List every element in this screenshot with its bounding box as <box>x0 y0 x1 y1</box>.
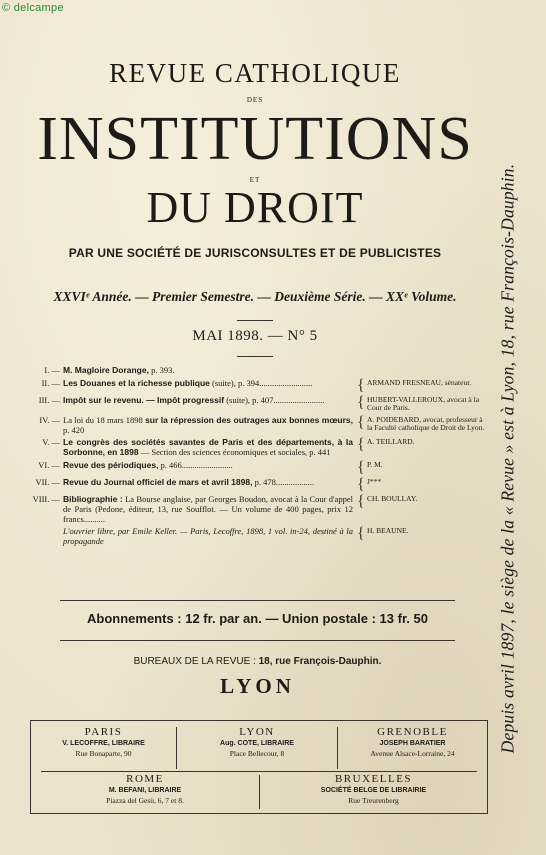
title-et: ET <box>249 176 261 184</box>
subtitle: PAR UNE SOCIÉTÉ DE JURISCONSULTES ET DE PUBLICISTES <box>68 246 442 260</box>
brace: { <box>357 393 365 411</box>
brace: { <box>357 492 365 510</box>
divider <box>237 320 273 321</box>
toc-entry: I. — M. Magloire Dorange, p. 393. <box>44 365 175 375</box>
toc-author: A. POIDEBARD, avocat, professeur à la Faculté catholique de Droit de Lyon. <box>367 414 485 433</box>
issue-number: MAI 1898. — N° 5 <box>192 328 318 344</box>
divider <box>60 640 455 641</box>
brace: { <box>357 413 365 431</box>
depot-paris: PARIS V. LECOFFRE, LIBRAIRE Rue Bonaparte, 90 <box>62 726 145 758</box>
brace: { <box>357 458 365 476</box>
title-line-3: DU DROIT <box>146 183 364 232</box>
toc-author: P. M. <box>367 459 383 469</box>
divider <box>60 600 455 601</box>
city-main: LYON <box>220 674 295 698</box>
toc-author: J*** <box>367 476 382 486</box>
depot-lyon: LYON Aug. COTE, LIBRAIRE Place Bellecour, 8 <box>220 726 294 758</box>
toc-entry: V. — Le congrès des sociétés savantes de Paris et des départements, à la Sorbonne, en 1898 — Section des sciences économiques et sociales, p. 441 { A. TEILLARD. <box>30 438 485 458</box>
office-address: BUREAUX DE LA REVUE : 18, rue François-Dauphin. <box>133 656 382 667</box>
depots-box <box>30 720 488 814</box>
toc-entry: VI. — Revue des périodiques, p. 466........................ { P. M. <box>30 461 485 475</box>
divider <box>41 771 477 772</box>
brace: { <box>357 525 365 543</box>
divider <box>237 356 273 357</box>
brace: { <box>357 376 365 394</box>
table-of-contents <box>30 366 485 550</box>
toc-entry: IV. — La loi du 18 mars 1898 sur la répression des outrages aux bonnes mœurs, p. 420 { A. POIDEBARD, avocat, professeur à la Faculté catholique de Droit de Lyon. <box>30 416 485 436</box>
toc-author: A. TEILLARD. <box>367 437 415 447</box>
watermark: © delcampe <box>2 2 64 14</box>
depot-rome: ROME M. BEFANI, LIBRAIRE Piazza del Gesù, 6, 7 et 8. <box>106 773 184 805</box>
toc-entry: L'ouvrier libre, par Emile Keller. — Paris, Lecoffre, 1898, 1 vol. in-24, destiné à la propagande { H. BEAUNE. <box>30 527 485 547</box>
subscription-info: Abonnements : 12 fr. par an. — Union postale : 13 fr. 50 <box>87 611 428 626</box>
depot-bruxelles: BRUXELLES SOCIÉTÉ BELGE DE LIBRAIRIE Rue Treurenberg <box>320 773 427 805</box>
side-note: Depuis avril 1897, le siège de la « Revue » est à Lyon, 18, rue François-Dauphin. <box>497 163 518 754</box>
series-info: XXVIᵉ Année. — Premier Semestre. — Deuxième Série. — XXᵉ Volume. <box>53 289 457 304</box>
title-line-1: REVUE CATHOLIQUE <box>109 58 401 88</box>
toc-entry: III. — Impôt sur le revenu. — Impôt progressif (suite), p. 407........................ { HUBERT-VALLEROUX, avocat à la Cour de Paris. <box>30 396 485 413</box>
brace: { <box>357 436 365 454</box>
title-des: DES <box>246 96 264 104</box>
toc-entry: VII. — Revue du Journal officiel de mars et avril 1898, p. 478.................. { J*** <box>30 478 485 492</box>
toc-entry: II. — Les Douanes et la richesse publique (suite), p. 394......................... { ARMAND FRESNEAU, sénateur. <box>30 379 485 393</box>
toc-author: H. BEAUNE. <box>367 526 409 536</box>
toc-author: ARMAND FRESNEAU, sénateur. <box>367 377 472 387</box>
depot-grenoble: GRENOBLE JOSEPH BARATIER Avenue Alsace-Lorraine, 24 <box>370 726 455 758</box>
toc-author: HUBERT-VALLEROUX, avocat à la Cour de Paris. <box>367 394 480 413</box>
toc-author: CH. BOULLAY. <box>367 493 418 503</box>
brace: { <box>357 475 365 493</box>
title-line-2: INSTITUTIONS <box>37 105 473 173</box>
toc-entry: VIII. — Bibliographie : La Bourse anglaise, par Georges Boudon, avocat à la Cour d'appel de Paris (Pedone, éditeur, 13, rue Soufflot. — Un volume de 400 pages, prix 12 francs.......... { CH. BOULLAY. <box>30 495 485 524</box>
